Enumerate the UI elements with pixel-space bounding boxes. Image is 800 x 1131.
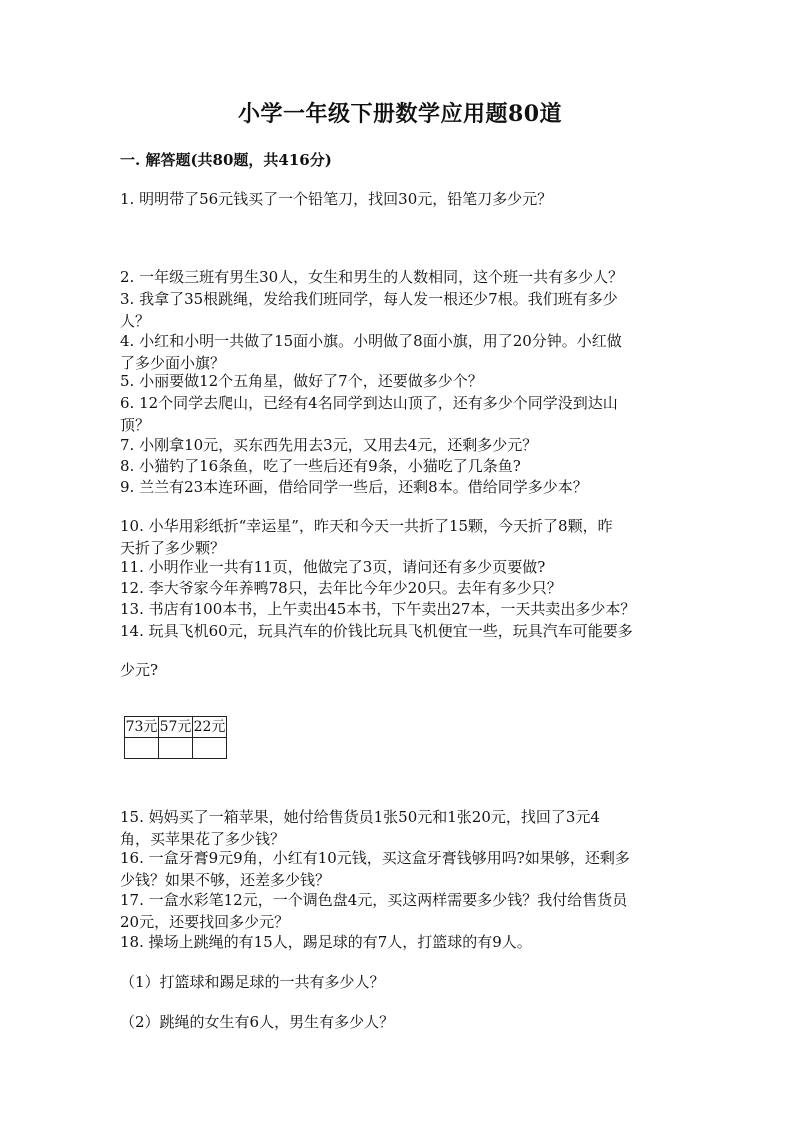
question-18-part-1-line: （1）打篮球和踢足球的一共有多少人？ [120,973,385,991]
question-10-line-2: 天折了多少颗？ [120,539,226,557]
question-14 [120,620,680,642]
question-7 [120,434,680,456]
question-3-line-1: 3. 我拿了35根跳绳，发给我们班同学，每人发一根还少7根。我们班有多少 [120,290,618,308]
question-1 [120,188,680,210]
question-16 [120,847,680,891]
question-18 [120,931,680,953]
question-1-line-1: 1. 明明带了56元钱买了一个铅笔刀，找回30元，铅笔刀多少元？ [120,190,553,208]
question-17-line-1: 17. 一盒水彩笔12元，一个调色盘4元，买这两样需要多少钱？我付给售货员 [120,891,628,909]
answer-cell-2[interactable] [159,738,193,759]
question-16-line-2: 少钱？如果不够，还差多少钱？ [120,871,331,889]
question-9 [120,476,680,498]
question-18-part-2-line: （2）跳绳的女生有6人，男生有多少人？ [120,1013,395,1031]
question-10-line-1: 10. 小华用彩纸折“幸运星”，昨天和今天一共折了15颗，今天折了8颗，昨 [120,517,613,535]
question-13-line-1: 13. 书店有100本书，上午卖出45本书，下午卖出27本，一天共卖出多少本？ [120,600,636,618]
price-cell-2: 57元 [159,717,193,738]
question-2-line-1: 2. 一年级三班有男生30人，女生和男生的人数相同，这个班一共有多少人？ [120,268,624,286]
question-8-line-1: 8. 小猫钓了16条鱼，吃了一些后还有9条，小猫吃了几条鱼? [120,457,521,475]
question-4 [120,330,680,374]
price-cell-3: 22元 [193,717,227,738]
price-cell-1: 73元 [125,717,159,738]
price-table [124,716,227,759]
question-5-line-1: 5. 小丽要做12个五角星，做好了7个，还要做多少个？ [120,372,483,390]
question-17-line-2: 20元，还要找回多少元？ [120,913,290,931]
question-14-line-1: 14. 玩具飞机60元，玩具汽车的价钱比玩具飞机便宜一些，玩具汽车可能要多 [120,622,633,640]
question-18-part-2 [120,1011,680,1033]
question-12-line-1: 12. 李大爷家今年养鸭78只，去年比今年少20只。去年有多少只？ [120,579,562,597]
question-8 [120,455,680,477]
page-title: 小学一年级下册数学应用题80道 [237,101,563,127]
question-16-line-1: 16. 一盒牙膏9元9角，小红有10元钱，买这盒牙膏钱够用吗?如果够，还剩多 [120,849,630,867]
question-14-continued [120,659,680,681]
question-2 [120,266,680,288]
question-15-line-2: 角，买苹果花了多少钱？ [120,830,286,848]
question-10 [120,515,680,559]
question-3-line-2: 人？ [120,312,151,330]
question-3 [120,288,680,332]
question-15-line-1: 15. 妈妈买了一箱苹果，她付给售货员1张50元和1张20元，找回了3元4 [120,808,600,826]
question-7-line-1: 7. 小刚拿10元，买东西先用去3元，又用去4元，还剩多少元？ [120,436,538,454]
question-18-line-1: 18. 操场上跳绳的有15人，踢足球的有7人，打篮球的有9人。 [120,933,532,951]
price-row [125,717,227,738]
question-6-line-1: 6. 12个同学去爬山，已经有4名同学到达山顶了，还有多少个同学没到达山 [120,394,618,412]
answer-cell-1[interactable] [125,738,159,759]
question-11 [120,556,680,578]
question-5 [120,370,680,392]
section-heading: 一. 解答题(共80题，共416分) [120,151,332,169]
question-4-line-1: 4. 小红和小明一共做了15面小旗。小明做了8面小旗，用了20分钟。小红做 [120,332,622,350]
answer-row [125,738,227,759]
question-11-line-1: 11. 小明作业一共有11页，他做完了3页，请问还有多少页要做? [120,558,546,576]
question-13 [120,598,680,620]
question-18-part-1 [120,971,680,993]
question-4-line-2: 了多少面小旗？ [120,354,226,372]
answer-cell-3[interactable] [193,738,227,759]
question-14-line-2: 少元? [120,661,159,679]
question-17 [120,889,680,933]
question-15 [120,806,680,850]
question-6-line-2: 顶？ [120,416,151,434]
question-6 [120,392,680,436]
question-12 [120,577,680,599]
question-9-line-1: 9. 兰兰有23本连环画，借给同学一些后，还剩8本。借给同学多少本？ [120,478,588,496]
